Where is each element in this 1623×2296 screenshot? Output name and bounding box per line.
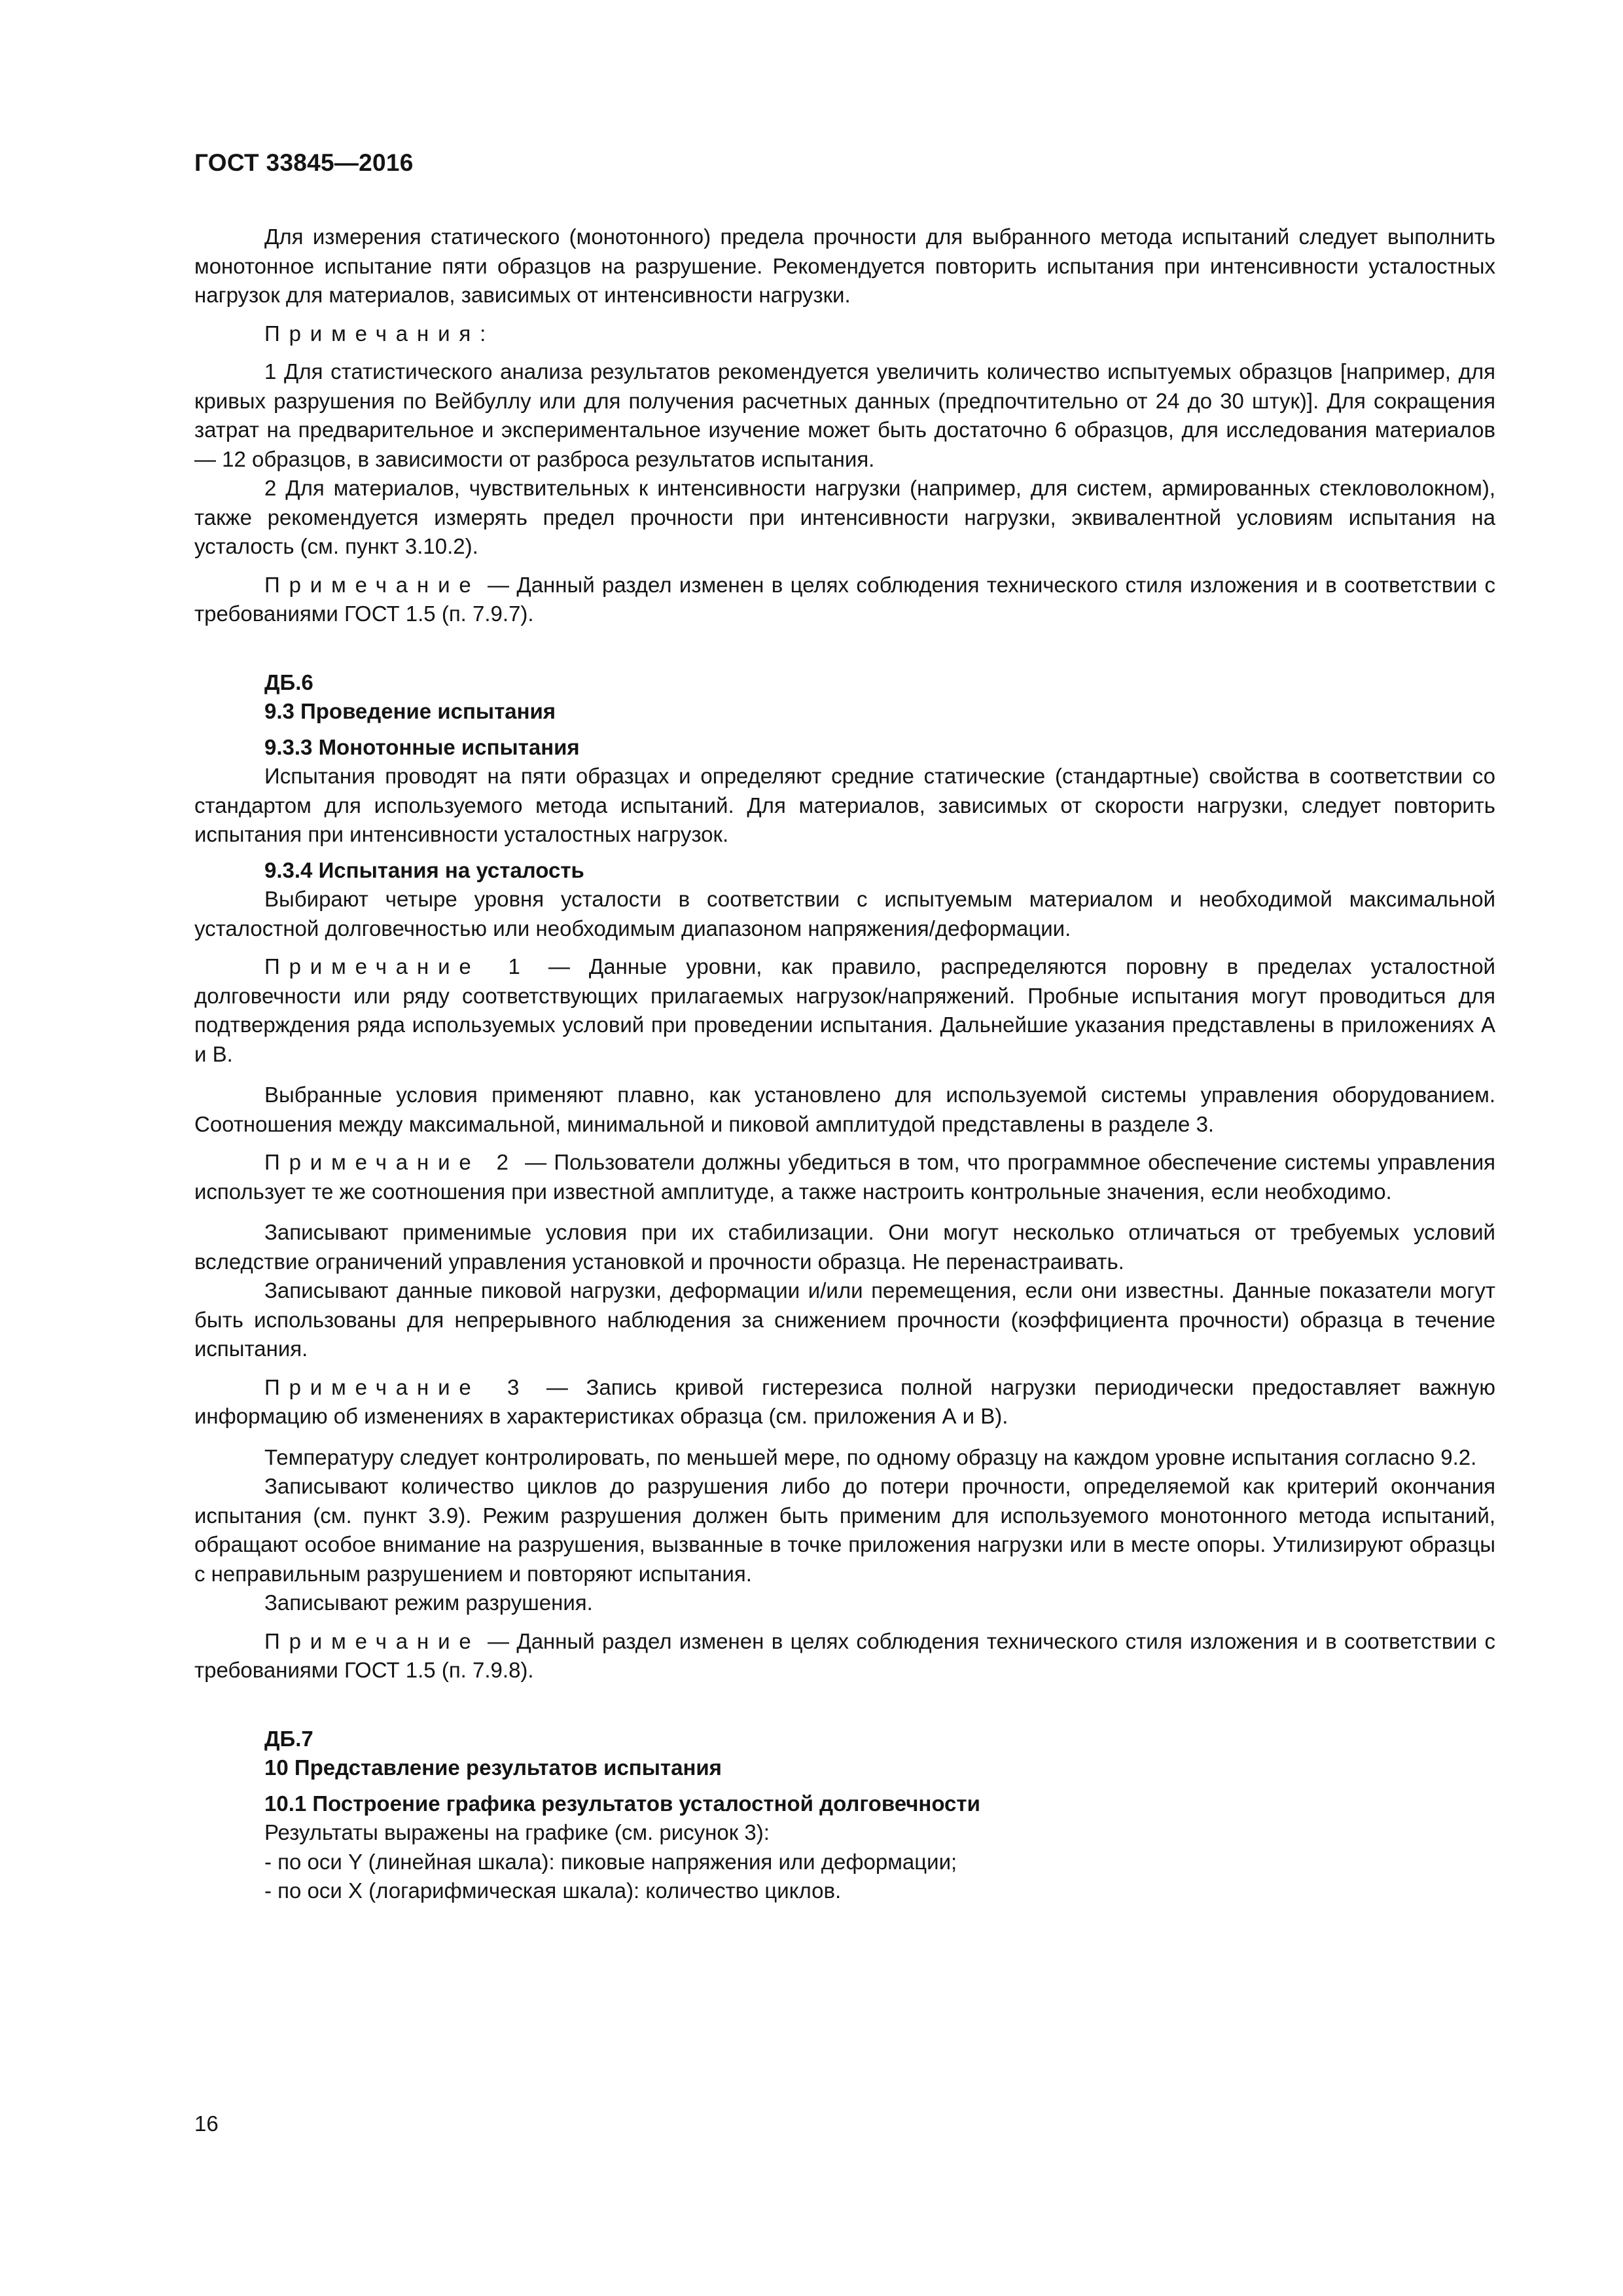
note-1: 1 Для статистического анализа результатов рекомендуется увеличить количество испытуемых образцов [например, для кривых разрушения по Вейбуллу или для получения расчетных данных (предпочтительно от 24 до 30 штук)]. Для сокращения затрат на предварительное и экспериментальное изучение может быть достаточно 6 образцов, для исследования материалов — 12 образцов, в зависимости от разброса результатов испытания. — [194, 359, 1495, 471]
list-item-y-axis: - по оси Y (линейная шкала): пиковые напряжения или деформации; — [264, 1849, 957, 1874]
note-amendment-1 — [194, 571, 1495, 629]
heading-10-1: 10.1 Построение графика результатов усталостной долговечности — [264, 1791, 980, 1816]
note-text: — Запись кривой гистерезиса полной нагрузки периодически предоставляет важную информацию об изменениях в характеристиках образца (см. приложения А и В). — [194, 1374, 1495, 1428]
paragraph-temperature: Температуру следует контролировать, по меньшей мере, по одному образцу на каждом уровне испытания согласно 9.2. — [264, 1444, 1477, 1469]
paragraph-record-conditions: Записывают применимые условия при их стабилизации. Они могут несколько отличаться от требуемых условий вследствие ограничений управления установкой и прочности образца. Не перенастраивать. — [194, 1220, 1495, 1274]
heading-10: 10 Представление результатов испытания — [264, 1755, 722, 1780]
heading-9-3: 9.3 Проведение испытания — [264, 699, 556, 723]
section-db6: ДБ.6 — [264, 670, 313, 694]
paragraph-record-mode: Записывают режим разрушения. — [264, 1590, 593, 1615]
note-2: 2 Для материалов, чувствительных к интенсивности нагрузки (например, для систем, армированных стекловолокном), также рекомендуется измерять предел прочности при интенсивности нагрузки, эквивалентной условиям испытания на усталость (см. пункт 3.10.2). — [194, 476, 1495, 558]
paragraph-fatigue-levels: Выбирают четыре уровня усталости в соответствии с испытуемым материалом и необходимой максимальной усталостной долговечностью или необходимым диапазоном напряжения/деформации. — [194, 887, 1495, 941]
document-body — [194, 223, 1495, 1906]
list-item-x-axis: - по оси X (логарифмическая шкала): количество циклов. — [264, 1878, 842, 1903]
note-1-levels — [194, 952, 1495, 1069]
page-number: 16 — [194, 2111, 219, 2136]
note-label: Примечание — [264, 1628, 480, 1653]
paragraph-record-peak: Записывают данные пиковой нагрузки, деформации и/или перемещения, если они известны. Данные показатели могут быть использованы для непрерывного наблюдения за снижением прочности (коэффициента прочности) образца в течение испытания. — [194, 1278, 1495, 1361]
note-label: Примечание 3 — [264, 1374, 529, 1399]
notes-heading — [194, 319, 1495, 349]
paragraph-results-plot: Результаты выражены на графике (см. рисунок 3): — [264, 1820, 770, 1844]
note-text: — Данный раздел изменен в целях соблюдения технического стиля изложения и в соответствии с требованиями ГОСТ 1.5 (п. 7.9.8). — [194, 1628, 1495, 1682]
paragraph-monotone-tests: Испытания проводят на пяти образцах и определяют средние статические (стандартные) свойства в соответствии со стандартом для используемого метода испытаний. Для материалов, зависимых от скорости нагрузки, следует повторить испытания при интенсивности усталостных нагрузок. — [194, 764, 1495, 846]
paragraph-selected-conditions: Выбранные условия применяют плавно, как установлено для используемой системы управления оборудованием. Соотношения между максимальной, минимальной и пиковой амплитудой представлены в разделе 3. — [194, 1083, 1495, 1136]
paragraph-static-strength: Для измерения статического (монотонного) предела прочности для выбранного метода испытаний следует выполнить монотонное испытание пяти образцов на разрушение. Рекомендуется повторить испытания при интенсивности усталостных нагрузок для материалов, зависимых от интенсивности нагрузки. — [194, 224, 1495, 307]
note-3-hysteresis — [194, 1373, 1495, 1431]
note-amendment-2 — [194, 1627, 1495, 1685]
notes-label: Примечания: — [264, 321, 495, 346]
document-header: ГОСТ 33845—2016 — [194, 149, 414, 176]
section-db7: ДБ.7 — [264, 1726, 313, 1751]
note-text: — Данные уровни, как правило, распределяются поровну в пределах усталостной долговечности или ряду соответствующих прилагаемых нагрузок/напряжений. Пробные испытания могут проводиться для подтверждения ряда используемых условий при проведении испытания. Дальнейшие указания представлены в приложениях А и В. — [194, 954, 1495, 1066]
note-label: Примечание 2 — [264, 1150, 518, 1174]
note-2-software — [194, 1148, 1495, 1206]
note-label: Примечание — [264, 572, 480, 597]
heading-9-3-3: 9.3.3 Монотонные испытания — [264, 734, 580, 759]
note-label: Примечание 1 — [264, 954, 529, 978]
note-text: — Пользователи должны убедиться в том, что программное обеспечение системы управления использует те же соотношения при известной амплитуде, а также настроить контрольные значения, если необходимо. — [194, 1150, 1495, 1204]
paragraph-record-cycles: Записывают количество циклов до разрушения либо до потери прочности, определяемой как критерий окончания испытания (см. пункт 3.9). Режим разрушения должен быть применим для используемого монотонного метода испытаний, обращают особое внимание на разрушения, вызванные в точке приложения нагрузки или в месте опоры. Утилизируют образцы с неправильным разрушением и повторяют испытания. — [194, 1474, 1495, 1586]
heading-9-3-4: 9.3.4 Испытания на усталость — [264, 857, 584, 882]
note-text: — Данный раздел изменен в целях соблюдения технического стиля изложения и в соответствии с требованиями ГОСТ 1.5 (п. 7.9.7). — [194, 572, 1495, 626]
